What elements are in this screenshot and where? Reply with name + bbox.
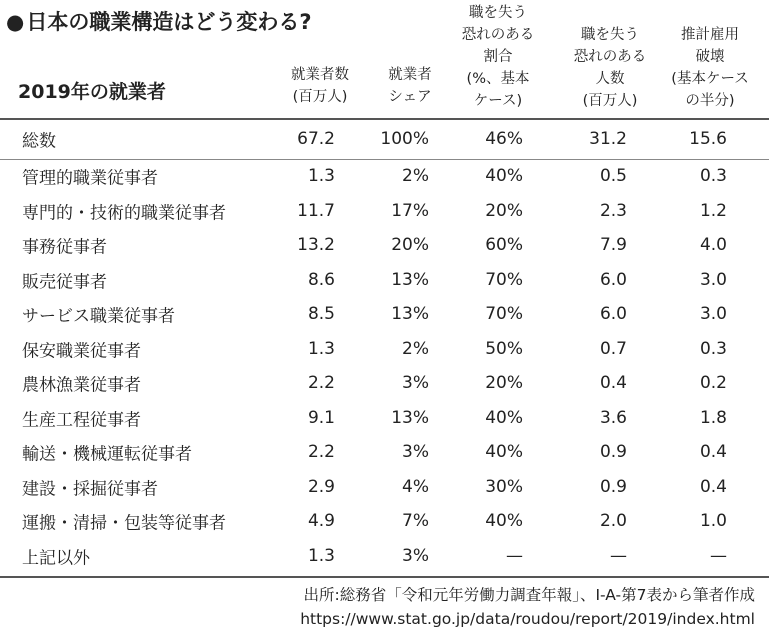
cell-job-loss: 0.4 <box>699 476 727 497</box>
table-row <box>0 122 769 157</box>
source-citation: 出所:総務省「令和元年労働力調査年報」、I-A-第7表から筆者作成 <box>303 586 755 604</box>
cell-risk-count: 6.0 <box>599 304 627 325</box>
cell-share: 3% <box>402 442 429 463</box>
cell-share: 13% <box>391 269 429 290</box>
cell-workers: 67.2 <box>297 129 335 150</box>
cell-share: 2% <box>402 166 429 187</box>
header-share: 就業者 シェア <box>388 67 432 105</box>
cell-risk-rate: 70% <box>485 269 523 290</box>
cell-workers: 1.3 <box>307 166 335 187</box>
cell-risk-count: 6.0 <box>599 269 627 290</box>
cell-occupation: 建設・採掘従事者 <box>22 479 158 500</box>
table-row <box>0 401 769 436</box>
cell-risk-count: 2.0 <box>599 511 627 532</box>
cell-occupation: サービス職業従事者 <box>22 306 175 327</box>
bullet-icon: ● <box>6 10 25 34</box>
table-top-rule <box>0 118 769 120</box>
cell-occupation: 管理的職業従事者 <box>22 168 158 189</box>
cell-occupation: 農林漁業従事者 <box>22 375 141 396</box>
cell-occupation: 生産工程従事者 <box>22 410 141 431</box>
table-row <box>0 332 769 367</box>
header-job-loss: 推計雇用 破壊 (基本ケース の半分) <box>671 27 749 109</box>
cell-share: 100% <box>380 129 429 150</box>
cell-risk-count: 3.6 <box>599 407 627 428</box>
cell-risk-count: — <box>610 545 627 566</box>
table-row <box>0 366 769 401</box>
cell-job-loss: 0.2 <box>699 373 727 394</box>
cell-job-loss: 4.0 <box>699 235 727 256</box>
table-row <box>0 263 769 298</box>
cell-share: 20% <box>391 235 429 256</box>
cell-workers: 2.2 <box>307 373 335 394</box>
table-row <box>0 297 769 332</box>
cell-risk-rate: 46% <box>485 129 523 150</box>
table-row <box>0 435 769 470</box>
cell-job-loss: 3.0 <box>699 269 727 290</box>
table-row <box>0 539 769 574</box>
cell-occupation: 専門的・技術的職業従事者 <box>22 203 226 224</box>
cell-workers: 4.9 <box>307 511 335 532</box>
table-row <box>0 504 769 539</box>
header-workers: 就業者数 (百万人) <box>291 67 349 105</box>
cell-job-loss: 15.6 <box>689 129 727 150</box>
cell-job-loss: 0.3 <box>699 166 727 187</box>
cell-workers: 8.5 <box>307 304 335 325</box>
cell-workers: 11.7 <box>297 200 335 221</box>
cell-risk-rate: 20% <box>485 373 523 394</box>
cell-share: 4% <box>402 476 429 497</box>
cell-occupation: 運搬・清掃・包装等従事者 <box>22 513 226 534</box>
cell-risk-count: 0.9 <box>599 442 627 463</box>
cell-job-loss: 0.3 <box>699 338 727 359</box>
cell-risk-count: 0.4 <box>599 373 627 394</box>
cell-share: 13% <box>391 304 429 325</box>
cell-risk-rate: 30% <box>485 476 523 497</box>
cell-job-loss: 0.4 <box>699 442 727 463</box>
cell-risk-count: 2.3 <box>599 200 627 221</box>
cell-risk-rate: 40% <box>485 166 523 187</box>
header-risk-rate: 職を失う 恐れのある 割合 (%、基本 ケース) <box>461 5 535 109</box>
cell-occupation: 輸送・機械運転従事者 <box>22 444 192 465</box>
table-row <box>0 470 769 505</box>
cell-risk-count: 7.9 <box>599 235 627 256</box>
cell-workers: 2.2 <box>307 442 335 463</box>
cell-risk-count: 0.5 <box>599 166 627 187</box>
cell-risk-rate: 40% <box>485 511 523 532</box>
cell-job-loss: 1.2 <box>699 200 727 221</box>
cell-workers: 9.1 <box>307 407 335 428</box>
cell-workers: 8.6 <box>307 269 335 290</box>
table-subtitle: 2019年の就業者 <box>18 81 166 103</box>
cell-occupation: 上記以外 <box>22 548 90 569</box>
cell-risk-rate: 40% <box>485 407 523 428</box>
cell-risk-rate: — <box>506 545 523 566</box>
cell-risk-rate: 50% <box>485 338 523 359</box>
cell-risk-count: 31.2 <box>589 129 627 150</box>
cell-job-loss: 1.8 <box>699 407 727 428</box>
cell-occupation: 販売従事者 <box>22 272 107 293</box>
cell-occupation: 事務従事者 <box>22 237 107 258</box>
source-note <box>300 583 755 631</box>
cell-job-loss: — <box>710 545 727 566</box>
table-title <box>6 6 312 36</box>
cell-job-loss: 3.0 <box>699 304 727 325</box>
cell-share: 3% <box>402 373 429 394</box>
cell-share: 13% <box>391 407 429 428</box>
cell-risk-count: 0.9 <box>599 476 627 497</box>
cell-share: 3% <box>402 545 429 566</box>
header-risk-count: 職を失う 恐れのある 人数 (百万人) <box>573 27 647 109</box>
cell-risk-rate: 60% <box>485 235 523 256</box>
cell-risk-rate: 70% <box>485 304 523 325</box>
cell-share: 7% <box>402 511 429 532</box>
cell-occupation: 総数 <box>22 131 56 152</box>
table-row <box>0 159 769 194</box>
cell-workers: 1.3 <box>307 338 335 359</box>
cell-workers: 2.9 <box>307 476 335 497</box>
cell-job-loss: 1.0 <box>699 511 727 532</box>
table-row <box>0 194 769 229</box>
cell-risk-rate: 40% <box>485 442 523 463</box>
table-row <box>0 228 769 263</box>
table-bottom-rule <box>0 576 769 578</box>
cell-workers: 13.2 <box>297 235 335 256</box>
cell-risk-count: 0.7 <box>599 338 627 359</box>
source-url: https://www.stat.go.jp/data/roudou/report/2019/index.html <box>300 610 755 628</box>
cell-risk-rate: 20% <box>485 200 523 221</box>
cell-occupation: 保安職業従事者 <box>22 341 141 362</box>
cell-share: 17% <box>391 200 429 221</box>
cell-workers: 1.3 <box>307 545 335 566</box>
table-title-text: 日本の職業構造はどう変わる? <box>26 10 312 34</box>
cell-share: 2% <box>402 338 429 359</box>
